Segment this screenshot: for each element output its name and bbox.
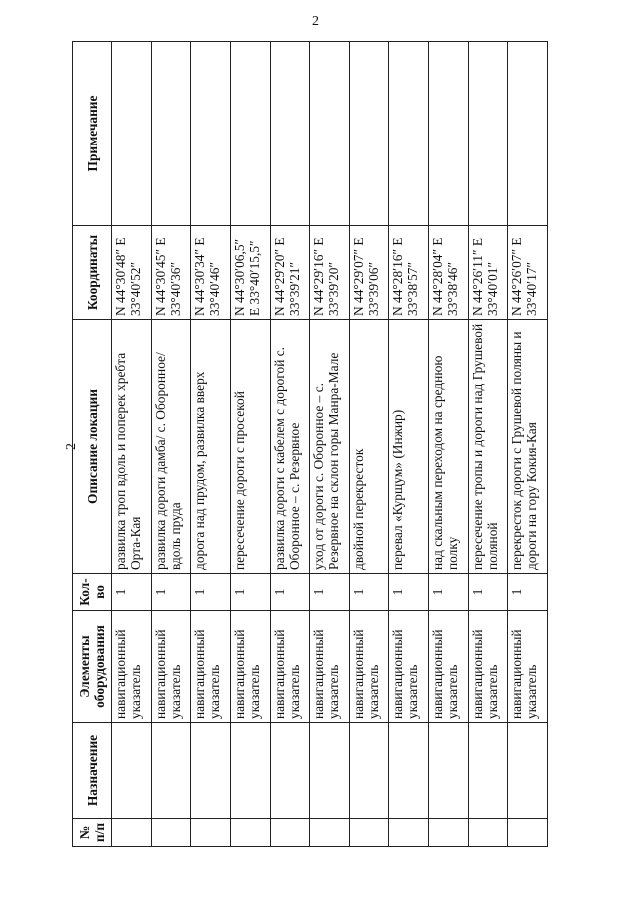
cell-note [310,42,350,226]
cell-element: навигационный указатель [191,611,231,723]
header-coordinates: Координаты [73,226,112,320]
cell-num [349,819,389,847]
cell-purpose [151,723,191,819]
cell-coords: N 44°30′48″ E 33°40′52″ [112,226,152,320]
cell-element: навигационный указатель [349,611,389,723]
cell-num [508,819,548,847]
cell-num [310,819,350,847]
header-description: Описание локации [73,320,112,574]
cell-purpose [270,723,310,819]
cell-qty: 1 [230,574,270,611]
cell-note [429,42,469,226]
cell-element: навигационный указатель [112,611,152,723]
cell-description: перевал «Курщум» (Инжир) [389,320,429,574]
cell-purpose [349,723,389,819]
header-elements: Элементы оборудования [73,611,112,723]
table-row [429,42,469,847]
cell-description: развилка дороги с кабелем с дорогой с. Оборонное – с. Резервное [270,320,310,574]
cell-note [151,42,191,226]
cell-num [112,819,152,847]
cell-note [270,42,310,226]
cell-description: развилка дороги дамба/ с. Оборонное/вдоль пруда [151,320,191,574]
table-header-row [73,42,112,847]
page-number-top: 2 [312,14,319,29]
cell-qty: 1 [508,574,548,611]
table-row [349,42,389,847]
cell-purpose [468,723,508,819]
table-row [151,42,191,847]
header-qty: Кол-во [73,574,112,611]
cell-qty: 1 [468,574,508,611]
cell-description: дорога над прудом, развилка вверх [191,320,231,574]
cell-coords: N 44°30′34″ E 33°40′46″ [191,226,231,320]
cell-element: навигационный указатель [270,611,310,723]
cell-coords: N 44°29′20″ E 33°39′21″ [270,226,310,320]
cell-element: навигационный указатель [310,611,350,723]
header-purpose: Назначение [73,723,112,819]
cell-num [429,819,469,847]
cell-note [389,42,429,226]
cell-qty: 1 [310,574,350,611]
cell-qty: 1 [270,574,310,611]
cell-qty: 1 [151,574,191,611]
table-row [112,42,152,847]
table-row [310,42,350,847]
table-row [468,42,508,847]
cell-purpose [310,723,350,819]
cell-element: навигационный указатель [230,611,270,723]
location-table [72,41,548,847]
cell-element: навигационный указатель [429,611,469,723]
header-note: Примечание [73,42,112,226]
cell-num [389,819,429,847]
cell-coords: N 44°29′07″ E 33°39′06″ [349,226,389,320]
header-num: № п/п [73,819,112,847]
cell-purpose [389,723,429,819]
cell-qty: 1 [429,574,469,611]
cell-coords: N 44°30′45″ E 33°40′36″ [151,226,191,320]
cell-purpose [508,723,548,819]
cell-num [230,819,270,847]
cell-purpose [230,723,270,819]
cell-element: навигационный указатель [468,611,508,723]
cell-coords: N 44°29′16″ E 33°39′20″ [310,226,350,320]
cell-coords: N 44°26′11″ E 33°40′01″ [468,226,508,320]
cell-description: над скальным переходом на среднюю полку [429,320,469,574]
cell-description: развилка троп вдоль и поперек хребта Орта-Кая [112,320,152,574]
cell-qty: 1 [389,574,429,611]
cell-num [151,819,191,847]
cell-qty: 1 [112,574,152,611]
location-table-wrapper [72,42,548,847]
cell-element: навигационный указатель [389,611,429,723]
cell-coords: N 44°28′16″ E 33°38′57″ [389,226,429,320]
cell-note [468,42,508,226]
cell-note [191,42,231,226]
cell-description: пересечение дороги с просекой [230,320,270,574]
cell-purpose [112,723,152,819]
table-row [508,42,548,847]
table-row [270,42,310,847]
cell-description: двойной перекресток [349,320,389,574]
cell-purpose [191,723,231,819]
cell-note [112,42,152,226]
page-number-side: 2 [64,443,79,450]
cell-coords: N 44°28′04″ E 33°38′46″ [429,226,469,320]
cell-qty: 1 [349,574,389,611]
cell-element: навигационный указатель [508,611,548,723]
cell-description: перекресток дороги с Грушевой поляны и дороги на гору Кокия-Кая [508,320,548,574]
cell-note [349,42,389,226]
cell-note [508,42,548,226]
table-row [389,42,429,847]
cell-description: уход от дороги с. Оборонное – с. Резервное на склон горы Манра-Мале [310,320,350,574]
cell-coords: N 44°26′07″ E 33°40′17″ [508,226,548,320]
table-row [191,42,231,847]
cell-description: пересечение тропы и дороги над Грушевой поляной [468,320,508,574]
cell-purpose [429,723,469,819]
cell-coords: N 44°30′06,5″ E 33°40′15,5″ [230,226,270,320]
cell-element: навигационный указатель [151,611,191,723]
cell-note [230,42,270,226]
table-row [230,42,270,847]
cell-num [270,819,310,847]
cell-num [468,819,508,847]
cell-qty: 1 [191,574,231,611]
cell-num [191,819,231,847]
